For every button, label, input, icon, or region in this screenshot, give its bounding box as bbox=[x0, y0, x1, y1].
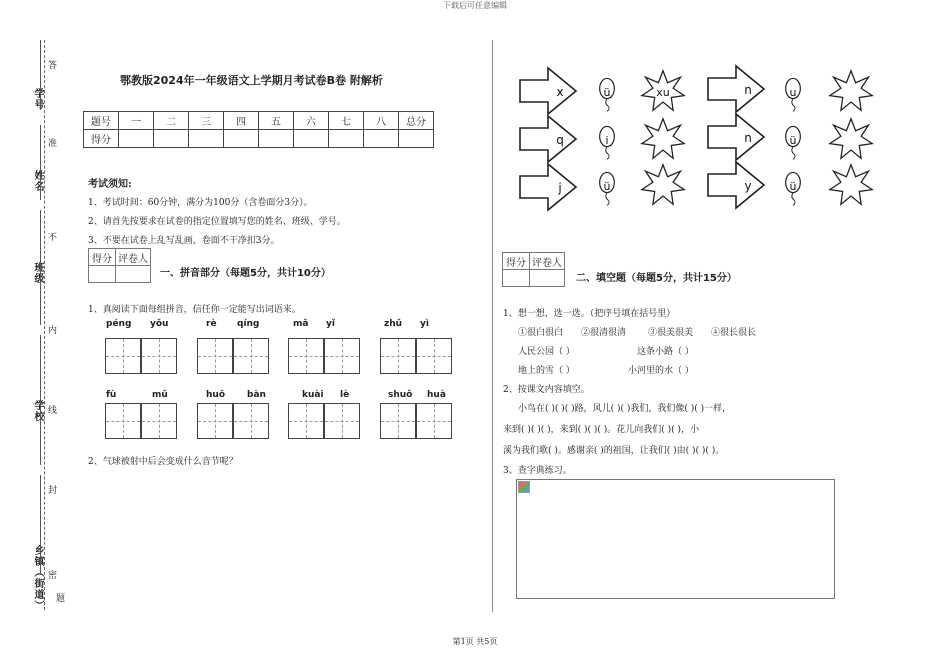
star-letter: xu bbox=[656, 86, 670, 99]
pinyin-label: péng bbox=[106, 319, 132, 329]
notice-heading: 考试须知: bbox=[88, 179, 132, 190]
section2-question-2: 2、按课文内容填空。 bbox=[503, 385, 590, 395]
page-title: 鄂教版2024年一年级语文上学期月考试卷B卷 附解析 bbox=[120, 74, 383, 87]
score-header-cell: 题号 bbox=[84, 112, 119, 130]
score-header-cell: 总分 bbox=[399, 112, 434, 130]
fill-blank[interactable]: 这条小路（ ） bbox=[637, 347, 694, 357]
section2-question-3: 3、查字典练习。 bbox=[503, 466, 572, 476]
star-shape bbox=[642, 165, 684, 205]
balloon-letter: ü bbox=[789, 134, 797, 147]
section2-question-1: 1、想一想，选一选。（把序号填在括号里） bbox=[503, 309, 676, 319]
balloon-game-illustration bbox=[510, 58, 890, 218]
page-footer: 第1页 共5页 bbox=[452, 637, 498, 646]
score-input-cell[interactable] bbox=[329, 130, 364, 148]
notice-item: 2、请首先按要求在试卷的指定位置填写您的姓名、班级、学号。 bbox=[88, 217, 346, 227]
score-input-cell[interactable] bbox=[294, 130, 329, 148]
writing-grid[interactable] bbox=[197, 403, 233, 439]
star-shape bbox=[830, 71, 872, 111]
passage-line[interactable]: 小鸟在( )( )( )路，风儿( )( )我们，我们像( )( )一样， bbox=[518, 404, 732, 414]
fill-blank[interactable]: 小河里的水（ ） bbox=[628, 366, 694, 376]
score-input-cell[interactable] bbox=[224, 130, 259, 148]
binding-mark: 密 bbox=[46, 570, 56, 580]
grader-reviewer-label: 评卷人 bbox=[116, 249, 151, 266]
binding-label-town: 乡镇（街道） bbox=[32, 545, 43, 611]
writing-grid[interactable] bbox=[380, 338, 416, 374]
score-header-cell: 六 bbox=[294, 112, 329, 130]
score-header-cell: 五 bbox=[259, 112, 294, 130]
balloon-row-left-2 bbox=[520, 116, 684, 162]
pinyin-label: rè bbox=[206, 319, 217, 329]
star-shape bbox=[830, 119, 872, 159]
pinyin-label: bàn bbox=[247, 390, 266, 400]
star-shape bbox=[642, 119, 684, 159]
balloon-letter: ü bbox=[789, 180, 797, 193]
notice-item: 3、不要在试卷上乱写乱画，卷面不干净扣3分。 bbox=[88, 236, 280, 246]
score-row-label: 得分 bbox=[84, 130, 119, 148]
pinyin-label: lè bbox=[340, 390, 350, 400]
option-item: ②很清很清 bbox=[581, 328, 627, 338]
score-header-cell: 七 bbox=[329, 112, 364, 130]
section1-title: 一、拼音部分（每题5分，共计10分） bbox=[160, 268, 331, 279]
writing-grid[interactable] bbox=[105, 338, 141, 374]
balloon-row-left-3 bbox=[520, 164, 684, 210]
pinyin-label: huà bbox=[427, 390, 446, 400]
grader-box bbox=[88, 248, 151, 283]
pinyin-label: huǒ bbox=[206, 390, 225, 400]
grader-reviewer-cell[interactable] bbox=[530, 270, 565, 287]
star-shape bbox=[830, 165, 872, 205]
score-header-cell: 一 bbox=[119, 112, 154, 130]
header-watermark: 下载后可任意编辑 bbox=[443, 1, 507, 10]
binding-mark: 答 bbox=[46, 60, 56, 70]
score-input-cell[interactable] bbox=[364, 130, 399, 148]
binding-fill-line bbox=[40, 210, 41, 325]
arrow-shape bbox=[520, 164, 576, 210]
binding-mark: 不 bbox=[46, 232, 56, 242]
binding-fill-line bbox=[40, 335, 41, 465]
writing-grid[interactable] bbox=[324, 403, 360, 439]
fill-blank[interactable]: 地上的雪（ ） bbox=[518, 366, 575, 376]
binding-mark: 封 bbox=[46, 485, 56, 495]
arrow-shape bbox=[708, 66, 764, 112]
broken-image-icon bbox=[518, 481, 530, 493]
dictionary-practice-box bbox=[516, 479, 835, 599]
balloon-letter: u bbox=[789, 86, 797, 99]
notice-item: 1、考试时间：60分钟，满分为100分（含卷面分3分）。 bbox=[88, 198, 313, 208]
writing-grid[interactable] bbox=[105, 403, 141, 439]
arrow-letter: q bbox=[556, 133, 564, 147]
writing-grid[interactable] bbox=[288, 338, 324, 374]
passage-line[interactable]: 溪为我们歌( )。感谢亲( )的祖国，让我们( )由( )( )( )。 bbox=[503, 446, 725, 456]
binding-fill-line bbox=[40, 125, 41, 200]
section1-question-1: 1、真阅读下面每组拼音，信任你一定能写出词语来。 bbox=[88, 305, 301, 315]
arrow-letter: j bbox=[558, 181, 562, 195]
score-input-cell[interactable] bbox=[119, 130, 154, 148]
binding-label-school: 学校 bbox=[32, 400, 43, 422]
passage-line[interactable]: 来到( )( )( )，来到( )( )( )。花儿向我们( )( )，小 bbox=[503, 425, 700, 435]
pinyin-label: fù bbox=[106, 390, 117, 400]
fill-blank[interactable]: 人民公园（ ） bbox=[518, 347, 575, 357]
grader-reviewer-cell[interactable] bbox=[116, 266, 151, 283]
grader-box bbox=[502, 252, 565, 287]
binding-label-id: 学号 bbox=[32, 88, 43, 110]
writing-grid[interactable] bbox=[141, 403, 177, 439]
score-header-cell: 二 bbox=[154, 112, 189, 130]
arrow-shape bbox=[520, 116, 576, 162]
writing-grid[interactable] bbox=[416, 338, 452, 374]
balloon-letter: ü bbox=[603, 86, 611, 99]
binding-mark: 内 bbox=[46, 325, 56, 335]
pinyin-label: mǎ bbox=[293, 319, 309, 329]
arrow-shape bbox=[708, 162, 764, 208]
score-table bbox=[83, 111, 434, 148]
score-header-cell: 八 bbox=[364, 112, 399, 130]
binding-fill-line bbox=[40, 475, 41, 575]
binding-mark: 线 bbox=[46, 405, 56, 415]
writing-grid[interactable] bbox=[233, 338, 269, 374]
pinyin-label: qíng bbox=[237, 319, 260, 329]
section2-title: 二、填空题（每题5分，共计15分） bbox=[576, 273, 737, 284]
binding-label-class: 班级 bbox=[32, 262, 43, 284]
writing-grid[interactable] bbox=[233, 403, 269, 439]
binding-mark: 准 bbox=[46, 138, 56, 148]
grader-score-label: 得分 bbox=[89, 249, 116, 266]
binding-mark: 题 bbox=[54, 593, 64, 603]
writing-grid[interactable] bbox=[197, 338, 233, 374]
score-input-cell[interactable] bbox=[399, 130, 434, 148]
score-header-cell: 三 bbox=[189, 112, 224, 130]
section1-question-2: 2、气球被射中后会变成什么音节呢？ bbox=[88, 457, 238, 467]
grader-score-cell[interactable] bbox=[503, 270, 530, 287]
arrow-shape bbox=[520, 68, 576, 114]
pinyin-label: yǒu bbox=[150, 319, 169, 329]
writing-grid[interactable] bbox=[288, 403, 324, 439]
pinyin-label: yì bbox=[420, 319, 429, 329]
writing-grid[interactable] bbox=[380, 403, 416, 439]
arrow-letter: y bbox=[744, 179, 752, 193]
binding-label-name: 姓名 bbox=[32, 170, 43, 192]
grader-reviewer-label: 评卷人 bbox=[530, 253, 565, 270]
score-input-cell[interactable] bbox=[259, 130, 294, 148]
pinyin-label: zhǔ bbox=[384, 319, 403, 329]
pinyin-label: kuài bbox=[302, 390, 324, 400]
writing-grid[interactable] bbox=[324, 338, 360, 374]
arrow-letter: n bbox=[744, 83, 752, 97]
pinyin-label: shuǒ bbox=[388, 390, 413, 400]
option-item: ③很美很美 bbox=[648, 328, 694, 338]
grader-score-label: 得分 bbox=[503, 253, 530, 270]
arrow-shape bbox=[708, 114, 764, 160]
balloon-letter: i bbox=[605, 134, 609, 147]
option-item: ①很白很白 bbox=[518, 328, 564, 338]
score-header-cell: 四 bbox=[224, 112, 259, 130]
option-item: ④很长很长 bbox=[711, 328, 757, 338]
grader-score-cell[interactable] bbox=[89, 266, 116, 283]
score-input-cell[interactable] bbox=[189, 130, 224, 148]
arrow-letter: x bbox=[556, 85, 564, 99]
column-divider bbox=[492, 40, 493, 612]
binding-fill-line bbox=[40, 40, 41, 110]
writing-grid[interactable] bbox=[416, 403, 452, 439]
pinyin-label: mǔ bbox=[152, 390, 168, 400]
writing-grid[interactable] bbox=[141, 338, 177, 374]
arrow-letter: n bbox=[744, 131, 752, 145]
pinyin-label: yǐ bbox=[326, 319, 335, 329]
score-input-cell[interactable] bbox=[154, 130, 189, 148]
balloon-letter: ü bbox=[603, 180, 611, 193]
